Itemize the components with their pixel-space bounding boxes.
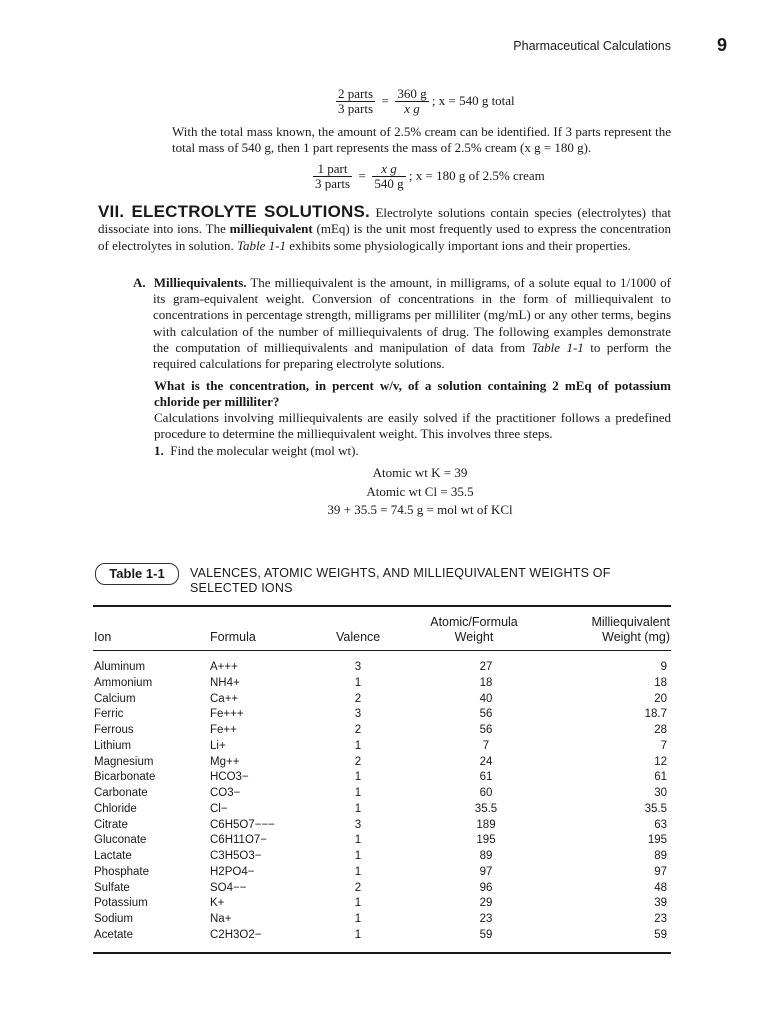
ion-cell: Ferric (94, 708, 124, 721)
meq-weight-cell: 195 (647, 834, 667, 847)
table-row (93, 866, 671, 882)
formula-cell: Fe++ (210, 724, 237, 736)
valence-cell: 1 (354, 913, 362, 925)
atomic-weight-cell: 27 (479, 661, 493, 673)
valence-cell: 3 (354, 708, 362, 721)
meq-weight-cell: 28 (654, 724, 667, 736)
meq-weight-cell: 63 (654, 818, 667, 831)
atomic-weight-cell: 61 (479, 771, 493, 784)
meq-weight-cell: 18.7 (644, 708, 667, 721)
table-row (93, 771, 671, 787)
ion-cell: Lithium (94, 739, 132, 752)
formula-cell: SO4−− (210, 881, 247, 894)
atomic-weight-cell: 23 (479, 913, 493, 925)
table-row (93, 740, 671, 756)
denominator: 540 g (374, 175, 404, 191)
meq-weight-cell: 61 (654, 771, 667, 784)
subsection-title: Milliequivalents. (153, 275, 247, 290)
ion-cell: Citrate (94, 818, 128, 831)
ion-cell: Acetate (94, 928, 133, 941)
subsection-text: to perform the required calculations for preparing electrolyte solutions. (153, 339, 671, 372)
valence-cell: 1 (354, 850, 362, 862)
valence-cell: 2 (354, 692, 362, 705)
valence-cell: 1 (354, 865, 362, 878)
table-row (93, 693, 671, 709)
formula-cell: C6H5O7−−− (210, 818, 275, 831)
table-row (93, 756, 671, 772)
atomic-weight-cell: 89 (479, 850, 493, 862)
fraction (336, 87, 375, 115)
meq-weight-cell: 23 (654, 913, 667, 925)
meq-weight-cell: 12 (654, 755, 667, 768)
ion-cell: Sodium (94, 913, 133, 925)
equation-total-mass: $\frac{\text{2 parts}}{\text{3 parts}}$ = $\frac{360 g}{\text{x g}}$ ; x = 540 g total (338, 86, 515, 116)
column-header-ion: Ion (94, 630, 112, 644)
equation-result: ; x = 540 g total (431, 93, 515, 109)
formula-cell: Ca++ (210, 692, 239, 705)
step-number: 1. (154, 443, 164, 458)
table-row (93, 850, 671, 866)
meq-weight-cell: 39 (654, 897, 667, 910)
atomic-weight-cell: 189 (476, 818, 496, 831)
valence-cell: 1 (354, 897, 362, 910)
formula-cell: K+ (210, 897, 225, 910)
valence-cell: 1 (354, 676, 362, 689)
ion-cell: Potassium (94, 897, 148, 910)
formula-cell: C6H11O7− (210, 834, 268, 847)
numerator: 2 parts (338, 86, 374, 101)
ion-cell: Bicarbonate (94, 771, 156, 784)
step-text: Find the molecular weight (mol wt). (170, 443, 359, 458)
column-header-meq-weight (560, 615, 670, 645)
valence-cell: 1 (354, 834, 362, 847)
example-question: What is the concentration, in percent w/v, of a solution containing 2 mEq of potassium chloride per milliliter? (154, 378, 671, 410)
ion-cell: Phosphate (94, 865, 149, 878)
table-row (93, 882, 671, 898)
valence-cell: 3 (354, 661, 362, 673)
atomic-weight-cell: 29 (479, 897, 493, 910)
formula-cell: H2PO4− (210, 865, 255, 878)
column-header-formula: Formula (210, 630, 256, 644)
denominator: 3 parts (338, 100, 374, 116)
calc-line: 39 + 35.5 = 74.5 g = mol wt of KCl (327, 502, 513, 517)
atomic-weight-cell: 18 (479, 676, 493, 689)
formula-cell: CO3− (210, 787, 241, 799)
table-label: Table 1-1 (95, 563, 179, 585)
column-header-line: Atomic/Formula (430, 615, 518, 629)
meq-weight-cell: 7 (660, 739, 667, 752)
meq-weight-cell: 59 (654, 928, 667, 941)
paragraph-total-mass: With the total mass known, the amount of 2.5% cream can be identified. If 3 parts represent the total mass of 540 g, then 1 part represents the mass of 2.5% cream (x g = 180 g). (172, 124, 671, 156)
column-header-line: Weight (mg) (602, 630, 670, 644)
table-row (93, 897, 671, 913)
denominator: 3 parts (315, 175, 351, 191)
calc-line: Atomic wt K = 39 (372, 465, 468, 480)
ion-cell: Magnesium (94, 755, 154, 768)
formula-cell: A+++ (210, 661, 238, 673)
valence-cell: 3 (354, 818, 362, 831)
ion-cell: Sulfate (94, 881, 130, 894)
table-row (93, 834, 671, 850)
meq-weight-cell: 35.5 (644, 802, 667, 815)
ion-cell: Gluconate (94, 834, 147, 847)
section-text: exhibits some physiologically important ions and their properties. (286, 237, 631, 253)
valence-cell: 2 (354, 881, 362, 894)
column-header-atomic-weight (419, 615, 529, 645)
running-header (0, 37, 783, 57)
column-header-line: Milliequivalent (591, 615, 670, 629)
formula-cell: Na+ (210, 913, 232, 925)
bold-term: milliequivalent (229, 221, 313, 237)
table-title-line: SELECTED IONS (190, 581, 293, 595)
atomic-weight-cell: 195 (476, 834, 496, 847)
formula-cell: HCO3− (210, 771, 249, 784)
equation-cream-mass: $\frac{\text{1 part}}{\text{3 parts}}$ = $\frac{\text{x g}}{540 g}$ ; x = 180 g of 2.5% cream (315, 161, 545, 191)
denominator: x g (404, 100, 420, 116)
numerator: 1 part (313, 162, 352, 177)
table-row (93, 708, 671, 724)
ion-cell: Ammonium (94, 676, 153, 689)
paragraph-procedure: Calculations involving milliequivalents are easily solved if the practitioner follows a predefined procedure to determine the milliequivalent weight. This involves three steps. (154, 410, 671, 442)
table-row (93, 819, 671, 835)
meq-weight-cell: 30 (654, 787, 667, 799)
table-title (190, 566, 611, 596)
section-text: (mEq) is the unit most frequently used to express the concentration of electrolytes in solution. (98, 221, 671, 253)
numerator: 360 g (397, 86, 427, 101)
valence-cell: 1 (354, 787, 362, 799)
equation-result: ; x = 180 g of 2.5% cream (408, 168, 545, 184)
meq-weight-cell: 97 (654, 865, 667, 878)
atomic-weight-cell: 35.5 (474, 802, 498, 815)
formula-cell: Li+ (210, 739, 226, 752)
meq-weight-cell: 89 (654, 850, 667, 862)
ion-cell: Carbonate (94, 787, 148, 799)
formula-cell: C3H5O3− (210, 850, 262, 862)
atomic-weight-cell: 97 (479, 865, 493, 878)
table-row (93, 724, 671, 740)
table-row (93, 913, 671, 929)
formula-cell: Mg++ (210, 755, 240, 768)
column-header-valence: Valence (336, 630, 381, 644)
section-heading: VII. ELECTROLYTE SOLUTIONS. (98, 202, 370, 221)
ion-cell: Ferrous (94, 724, 134, 736)
valence-cell: 2 (354, 755, 362, 768)
table-row (93, 661, 671, 677)
meq-weight-cell: 20 (654, 692, 667, 705)
meq-weight-cell: 9 (660, 661, 667, 673)
calc-line: Atomic wt Cl = 35.5 (366, 484, 474, 499)
fraction (372, 162, 405, 190)
meq-weight-cell: 48 (654, 881, 667, 894)
valence-cell: 2 (354, 724, 362, 736)
atomic-weight-cell: 60 (479, 787, 493, 799)
atomic-weight-cell: 40 (479, 692, 493, 705)
atomic-weight-cell: 7 (482, 739, 490, 752)
subsection-letter: A. (133, 275, 146, 290)
valence-cell: 1 (354, 802, 362, 815)
valence-cell: 1 (354, 739, 362, 752)
fraction (395, 87, 428, 115)
table-row (93, 787, 671, 803)
ion-cell: Lactate (94, 850, 132, 862)
step-1 (154, 443, 671, 459)
table-header-rule (93, 650, 671, 651)
atomic-weight-cell: 59 (479, 928, 493, 941)
valence-cell: 1 (354, 771, 362, 784)
meq-weight-cell: 18 (654, 676, 667, 689)
formula-cell: NH4+ (210, 676, 240, 689)
fraction (313, 162, 352, 190)
valence-cell: 1 (354, 928, 362, 941)
table-reference: Table 1-1 (237, 237, 287, 253)
atomic-weight-cell: 24 (479, 755, 493, 768)
subsection-milliequivalents (133, 275, 671, 372)
page-number: 9 (716, 35, 727, 55)
ion-cell: Chloride (94, 802, 137, 815)
atomic-weight-cell: 56 (479, 708, 493, 721)
subsection-text: The milliequivalent is the amount, in milligrams, of a solute equal to 1/1000 of its gram-equivalent weight. Conversion of concentrations in the form of milliequivalent to concentrations in percentage strength, milligrams per milliliter (mg/mL) or any other terms, begins with calculation of the number of milliequivalents of drug. The following examples demonstrate the computation of milliequivalents and manipulation of data from (153, 275, 672, 355)
table-reference: Table 1-1 (531, 339, 584, 355)
formula-cell: Fe+++ (210, 708, 244, 721)
table-row (93, 803, 671, 819)
ion-cell: Calcium (94, 692, 136, 705)
ion-cell: Aluminum (94, 661, 146, 673)
table-row (93, 929, 671, 945)
section-text: Electrolyte solutions contain species (electrolytes) that dissociate into ions. The (98, 205, 672, 237)
atomic-weight-cell: 96 (479, 881, 493, 894)
table-top-rule (93, 605, 671, 607)
column-header-line: Weight (454, 630, 494, 644)
atomic-weight-cell: 56 (479, 724, 493, 736)
formula-cell: C2H3O2− (210, 928, 262, 941)
section-electrolyte-solutions (98, 204, 671, 254)
running-title: Pharmaceutical Calculations (513, 39, 671, 53)
table-row (93, 677, 671, 693)
formula-cell: Cl− (210, 802, 228, 815)
table-title-line: VALENCES, ATOMIC WEIGHTS, AND MILLIEQUIVALENT WEIGHTS OF (190, 566, 611, 580)
numerator: x g (372, 162, 405, 177)
table-bottom-rule (93, 952, 671, 954)
